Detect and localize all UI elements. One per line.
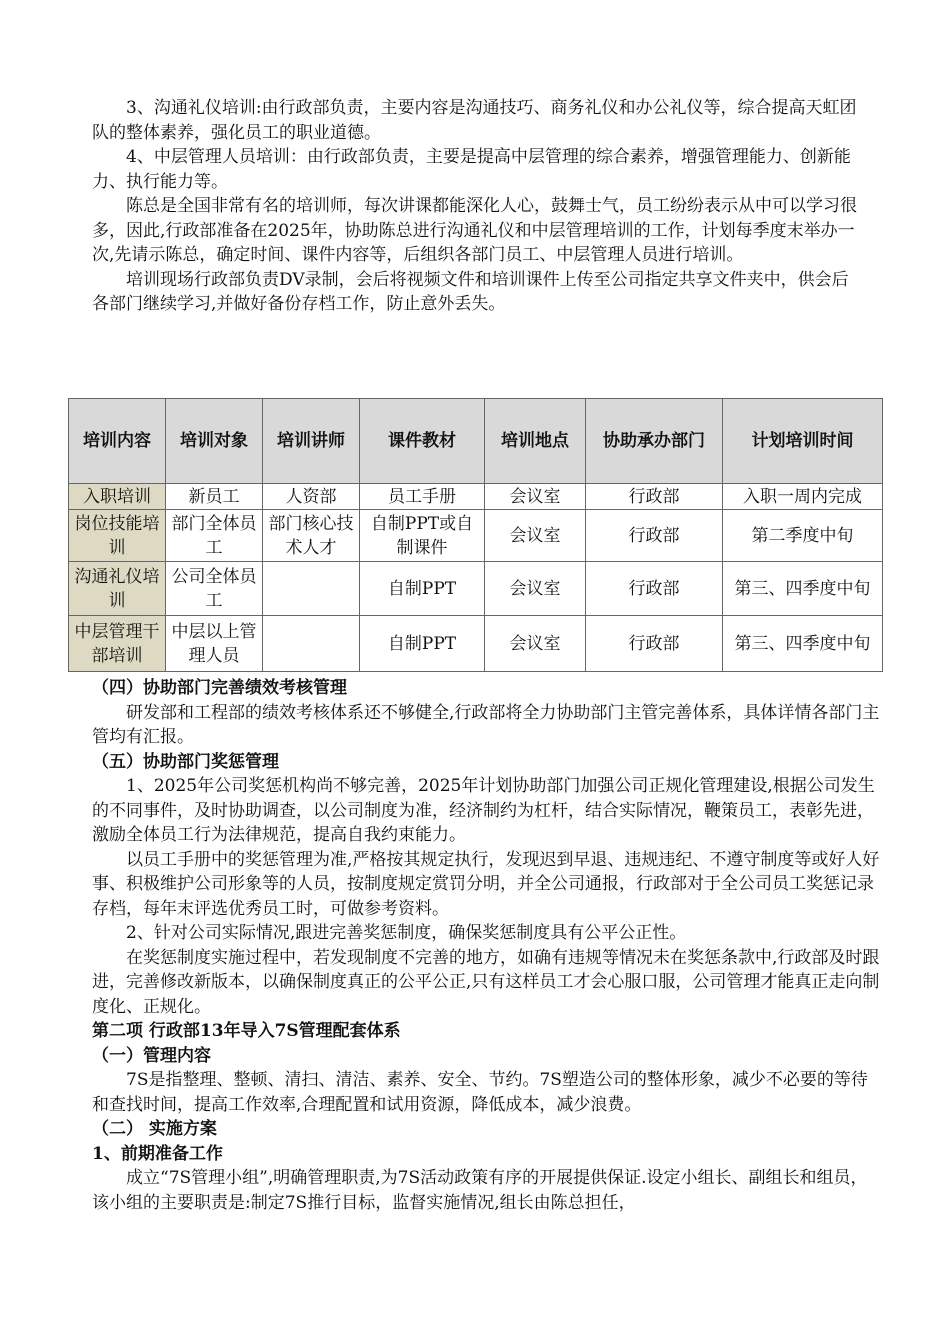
- training-plan-table: [68, 398, 883, 672]
- body-text: [92, 676, 882, 1215]
- paragraph: 培训现场行政部负责DV录制，会后将视频文件和培训课件上传至公司指定共享文件夹中，供会后各部门继续学习,并做好备份存档工作，防止意外丢失。: [92, 269, 849, 314]
- column-header: 培训地点: [485, 399, 586, 484]
- table-cell: 自制PPT或自制课件: [360, 510, 485, 562]
- table-cell: 员工手册: [360, 484, 485, 510]
- table-cell: 行政部: [586, 562, 723, 616]
- paragraph: 4、中层管理人员培训：由行政部负责，主要是提高中层管理的综合素养，增强管理能力、创新能力、执行能力等。: [92, 147, 851, 192]
- table-cell: 人资部: [263, 484, 360, 510]
- table-row: [69, 510, 883, 562]
- column-header: 协助承办部门: [586, 399, 723, 484]
- table-cell: 中层以上管理人员: [166, 616, 263, 672]
- table-cell: 行政部: [586, 510, 723, 562]
- table-cell: 会议室: [485, 616, 586, 672]
- paragraph: 陈总是全国非常有名的培训师，每次讲课都能深化人心，鼓舞士气，员工纷纷表示从中可以学习很多，因此,行政部准备在2025年，协助陈总进行沟通礼仪和中层管理培训的工作，计划每季度末举办一次,先请示陈总，确定时间、课件内容等，后组织各部门员工、中层管理人员进行培训。: [92, 196, 857, 265]
- table-cell: 行政部: [586, 616, 723, 672]
- column-header: 课件教材: [360, 399, 485, 484]
- table-cell: 行政部: [586, 484, 723, 510]
- paragraph: 1、2025年公司奖惩机构尚不够完善，2025年计划协助部门加强公司正规化管理建设,根据公司发生的不同事件，及时协助调查，以公司制度为准，经济制约为杠杆，结合实际情况，鞭策员工，表彰先进，激励全体员工行为法律规范，提高自我约束能力。: [92, 776, 875, 845]
- table-cell: 部门核心技术人才: [263, 510, 360, 562]
- paragraph: 研发部和工程部的绩效考核体系还不够健全,行政部将全力协助部门主管完善体系，具体详情各部门主管均有汇报。: [92, 702, 880, 747]
- column-header: 培训内容: [69, 399, 166, 484]
- section-heading: （一）管理内容: [92, 1045, 211, 1066]
- table-cell: 会议室: [485, 510, 586, 562]
- table-cell: 入职一周内完成: [723, 484, 883, 510]
- intro-text: [92, 96, 860, 317]
- table-cell: 自制PPT: [360, 562, 485, 616]
- table-cell: 第三、四季度中旬: [723, 616, 883, 672]
- table-cell: 自制PPT: [360, 616, 485, 672]
- paragraph: 成立“7S管理小组”,明确管理职责,为7S活动政策有序的开展提供保证.设定小组长、副组长和组员，该小组的主要职责是:制定7S推行目标，监督实施情况,组长由陈总担任，: [92, 1168, 868, 1213]
- column-header: 计划培训时间: [723, 399, 883, 484]
- table-cell: 入职培训: [69, 484, 166, 510]
- table-cell: [263, 562, 360, 616]
- column-header: 培训讲师: [263, 399, 360, 484]
- paragraph: 以员工手册中的奖惩管理为准,严格按其规定执行，发现迟到早退、违规违纪、不遵守制度等或好人好事、积极维护公司形象等的人员，按制度规定赏罚分明，并全公司通报，行政部对于全公司员工奖惩记录存档，每年末评选优秀员工时，可做参考资料。: [92, 849, 880, 919]
- table-cell: 会议室: [485, 484, 586, 510]
- table-cell: 会议室: [485, 562, 586, 616]
- paragraph: 3、沟通礼仪培训:由行政部负责，主要内容是沟通技巧、商务礼仪和办公礼仪等，综合提高天虹团队的整体素养，强化员工的职业道德。: [92, 98, 857, 143]
- paragraph: 在奖惩制度实施过程中，若发现制度不完善的地方，如确有违规等情况未在奖惩条款中,行政部及时跟进，完善修改新版本，以确保制度真正的公平公正,只有这样员工才会心服口服，公司管理才能真正走向制度化、正规化。: [92, 947, 880, 1017]
- table-cell: 部门全体员工: [166, 510, 263, 562]
- table-cell: 中层管理干部培训: [69, 616, 166, 672]
- section-heading: （五）协助部门奖惩管理: [92, 751, 279, 772]
- column-header: 培训对象: [166, 399, 263, 484]
- item-heading: 1、前期准备工作: [92, 1143, 223, 1164]
- table-cell: 第二季度中旬: [723, 510, 883, 562]
- section-heading: （二） 实施方案: [92, 1119, 217, 1139]
- table-cell: 岗位技能培训: [69, 510, 166, 562]
- table-cell: [263, 616, 360, 672]
- table-cell: 沟通礼仪培训: [69, 562, 166, 616]
- table-cell: 第三、四季度中旬: [723, 562, 883, 616]
- part-heading: 第二项 行政部13年导入7S管理配套体系: [92, 1021, 401, 1041]
- table-cell: 公司全体员工: [166, 562, 263, 616]
- table-cell: 新员工: [166, 484, 263, 510]
- table-row: [69, 616, 883, 672]
- table-header-row: [69, 399, 883, 484]
- table-row: [69, 562, 883, 616]
- table-row: [69, 484, 883, 510]
- paragraph: 2、针对公司实际情况,跟进完善奖惩制度，确保奖惩制度具有公平公正性。: [126, 923, 687, 943]
- paragraph: 7S是指整理、整顿、清扫、清洁、素养、安全、节约。7S塑造公司的整体形象，减少不必要的等待和查找时间，提高工作效率,合理配置和试用资源，降低成本，减少浪费。: [92, 1070, 868, 1115]
- section-heading: （四）协助部门完善绩效考核管理: [92, 678, 347, 698]
